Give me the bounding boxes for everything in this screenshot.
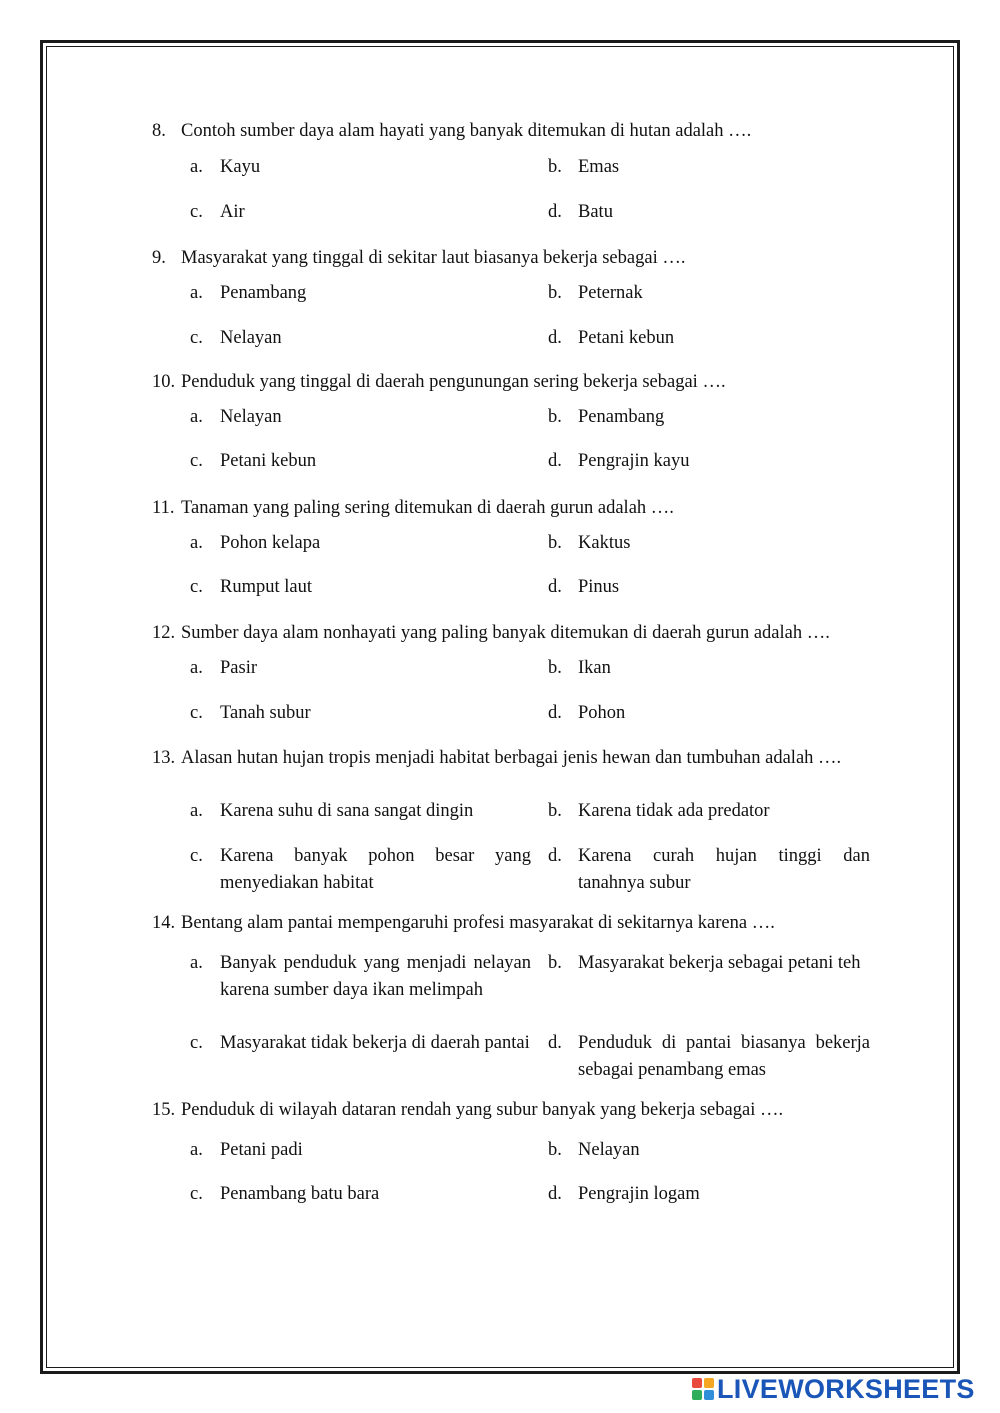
option-10c[interactable]	[190, 448, 531, 475]
option-label: a.	[190, 283, 203, 303]
question-14	[152, 910, 882, 937]
option-12b[interactable]	[548, 655, 870, 682]
option-text: Air	[220, 202, 245, 222]
option-label: b.	[548, 157, 562, 177]
option-10b[interactable]	[548, 404, 870, 431]
option-text: Nelayan	[220, 407, 282, 427]
option-label: d.	[548, 1184, 562, 1204]
option-text: Ikan	[578, 658, 611, 678]
option-label: d.	[548, 328, 562, 348]
option-8a[interactable]	[190, 154, 531, 181]
option-12a[interactable]	[190, 655, 531, 682]
option-text: Pohon kelapa	[220, 533, 321, 553]
option-10a[interactable]	[190, 404, 531, 431]
question-number: 14.	[152, 913, 176, 933]
option-text: Banyak penduduk yang menjadi nelayan karena sumber daya ikan melimpah	[220, 953, 531, 1000]
option-text: Batu	[578, 202, 613, 222]
option-text: Peternak	[578, 283, 643, 303]
option-9b[interactable]	[548, 280, 870, 307]
option-12c[interactable]	[190, 700, 531, 727]
question-11	[152, 495, 882, 522]
question-10	[152, 369, 882, 396]
option-text: Petani kebun	[220, 451, 317, 471]
option-15a[interactable]	[190, 1137, 531, 1164]
question-15	[152, 1097, 882, 1124]
option-15d[interactable]	[548, 1181, 870, 1208]
option-text: Petani kebun	[578, 328, 675, 348]
option-13a[interactable]	[190, 798, 531, 825]
option-text: Tanah subur	[220, 703, 311, 723]
option-label: b.	[548, 953, 562, 973]
option-11a[interactable]	[190, 530, 531, 557]
option-label: a.	[190, 953, 203, 973]
option-text: Pasir	[220, 658, 257, 678]
option-text: Masyarakat bekerja sebagai petani teh	[578, 953, 861, 973]
question-number: 8.	[152, 121, 166, 141]
option-label: a.	[190, 1140, 203, 1160]
question-text: Masyarakat yang tinggal di sekitar laut biasanya bekerja sebagai ….	[181, 248, 686, 268]
option-13c[interactable]	[190, 843, 531, 897]
option-label: d.	[548, 703, 562, 723]
option-label: b.	[548, 801, 562, 821]
question-9	[152, 245, 882, 272]
option-text: Masyarakat tidak bekerja di daerah pantai	[220, 1033, 530, 1053]
option-9a[interactable]	[190, 280, 531, 307]
option-text: Nelayan	[220, 328, 282, 348]
logo-square-orange	[704, 1378, 714, 1388]
option-label: c.	[190, 577, 203, 597]
option-text: Pengrajin kayu	[578, 451, 690, 471]
option-15c[interactable]	[190, 1181, 531, 1208]
option-8d[interactable]	[548, 199, 870, 226]
logo-square-red	[692, 1378, 702, 1388]
option-label: d.	[548, 451, 562, 471]
option-text: Penambang	[578, 407, 665, 427]
option-text: Penduduk di pantai biasanya bekerja sebagai penambang emas	[578, 1033, 870, 1080]
question-12	[152, 620, 882, 647]
option-label: c.	[190, 703, 203, 723]
option-text: Karena suhu di sana sangat dingin	[220, 801, 474, 821]
option-text: Penambang	[220, 283, 307, 303]
liveworksheets-logo-icon	[692, 1378, 714, 1400]
option-11c[interactable]	[190, 574, 531, 601]
option-label: d.	[548, 577, 562, 597]
option-14b[interactable]	[548, 950, 870, 977]
question-13	[152, 745, 882, 772]
option-label: d.	[548, 1033, 562, 1053]
logo-square-green	[692, 1390, 702, 1400]
option-text: Penambang batu bara	[220, 1184, 380, 1204]
option-label: d.	[548, 202, 562, 222]
option-14a[interactable]	[190, 950, 531, 1004]
option-label: a.	[190, 801, 203, 821]
option-label: a.	[190, 533, 203, 553]
option-10d[interactable]	[548, 448, 870, 475]
option-label: a.	[190, 658, 203, 678]
option-label: a.	[190, 157, 203, 177]
option-text: Karena tidak ada predator	[578, 801, 770, 821]
option-text: Rumput laut	[220, 577, 312, 597]
option-label: c.	[190, 846, 203, 866]
option-label: c.	[190, 451, 203, 471]
question-8	[152, 118, 882, 145]
option-label: b.	[548, 533, 562, 553]
option-label: b.	[548, 658, 562, 678]
option-text: Pinus	[578, 577, 620, 597]
option-text: Karena banyak pohon besar yang menyediakan habitat	[220, 846, 531, 893]
option-label: d.	[548, 846, 562, 866]
question-number: 11.	[152, 498, 175, 518]
option-8b[interactable]	[548, 154, 870, 181]
option-11d[interactable]	[548, 574, 870, 601]
question-text: Contoh sumber daya alam hayati yang banyak ditemukan di hutan adalah ….	[181, 121, 752, 141]
option-13d[interactable]	[548, 843, 870, 897]
option-text: Nelayan	[578, 1140, 640, 1160]
option-label: c.	[190, 202, 203, 222]
option-label: c.	[190, 1184, 203, 1204]
option-14c[interactable]	[190, 1030, 531, 1057]
question-number: 15.	[152, 1100, 176, 1120]
option-text: Kayu	[220, 157, 261, 177]
option-text: Emas	[578, 157, 620, 177]
logo-square-blue	[704, 1390, 714, 1400]
option-label: b.	[548, 407, 562, 427]
liveworksheets-logo-text: LIVEWORKSHEETS	[717, 1373, 975, 1404]
option-label: c.	[190, 1033, 203, 1053]
question-text: Penduduk yang tinggal di daerah pengunungan sering bekerja sebagai ….	[181, 372, 726, 392]
question-number: 10.	[152, 372, 176, 392]
option-text: Pengrajin logam	[578, 1184, 700, 1204]
question-text: Tanaman yang paling sering ditemukan di daerah gurun adalah ….	[181, 498, 674, 518]
option-13b[interactable]	[548, 798, 870, 825]
question-text: Alasan hutan hujan tropis menjadi habitat berbagai jenis hewan dan tumbuhan adalah ….	[181, 748, 842, 768]
option-label: b.	[548, 1140, 562, 1160]
question-text: Sumber daya alam nonhayati yang paling banyak ditemukan di daerah gurun adalah ….	[181, 623, 830, 643]
option-text: Pohon	[578, 703, 626, 723]
option-text: Karena curah hujan tinggi dan tanahnya subur	[578, 846, 870, 893]
liveworksheets-logo	[692, 1373, 975, 1405]
option-11b[interactable]	[548, 530, 870, 557]
option-label: a.	[190, 407, 203, 427]
option-9d[interactable]	[548, 325, 870, 352]
option-label: b.	[548, 283, 562, 303]
option-15b[interactable]	[548, 1137, 870, 1164]
option-14d[interactable]	[548, 1030, 870, 1084]
option-text: Kaktus	[578, 533, 631, 553]
question-text: Penduduk di wilayah dataran rendah yang subur banyak yang bekerja sebagai ….	[181, 1100, 784, 1120]
option-label: c.	[190, 328, 203, 348]
option-9c[interactable]	[190, 325, 531, 352]
question-number: 12.	[152, 623, 176, 643]
question-text: Bentang alam pantai mempengaruhi profesi masyarakat di sekitarnya karena ….	[181, 913, 775, 933]
question-number: 13.	[152, 748, 176, 768]
option-text: Petani padi	[220, 1140, 303, 1160]
question-number: 9.	[152, 248, 166, 268]
option-12d[interactable]	[548, 700, 870, 727]
option-8c[interactable]	[190, 199, 531, 226]
